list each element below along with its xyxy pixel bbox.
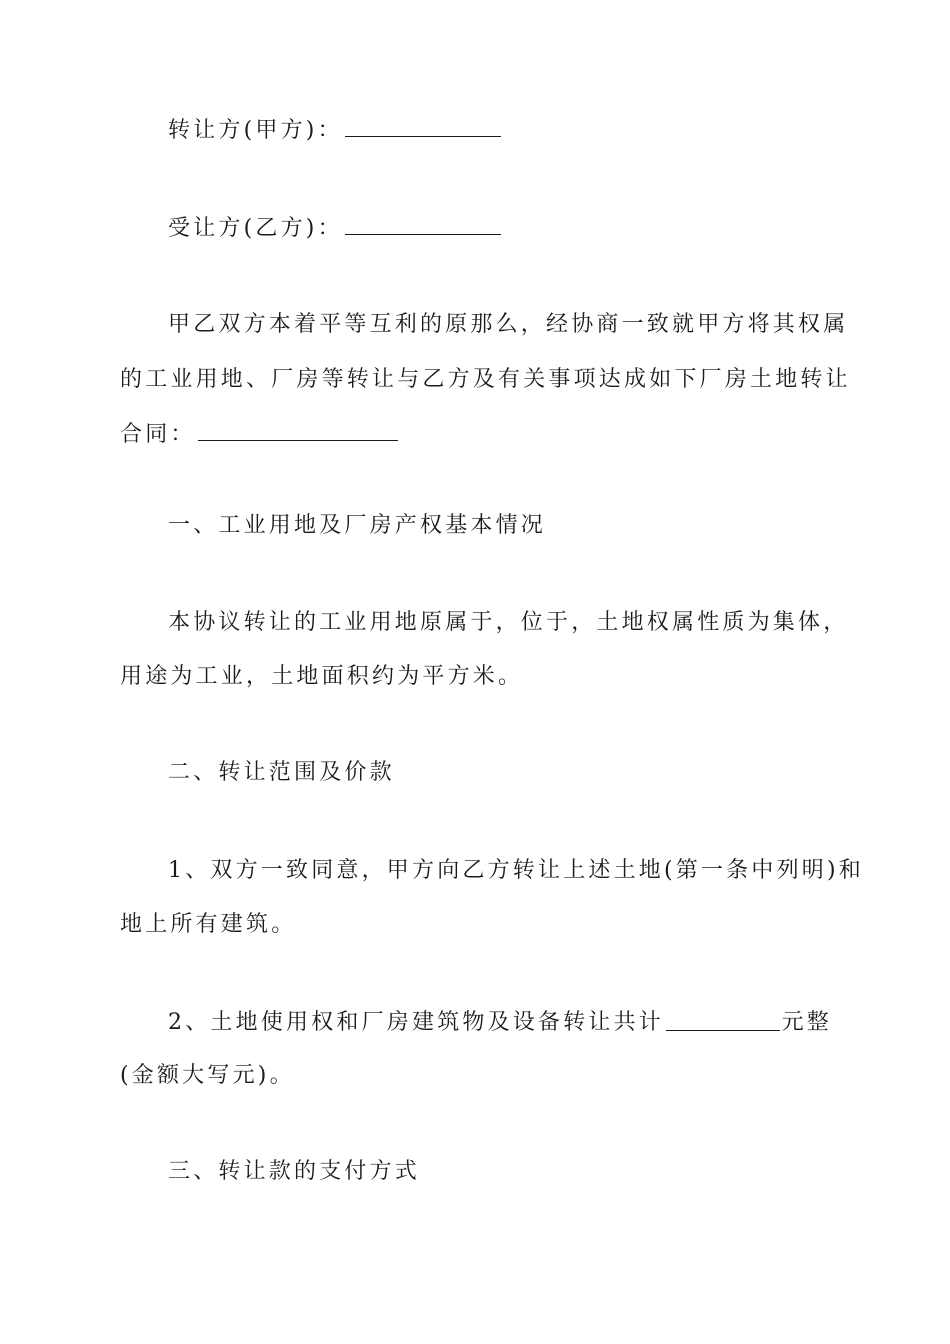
section-2-item-1-line-1: 1、双方一致同意，甲方向乙方转让上述土地(第一条中列明)和: [168, 858, 864, 883]
transferee-line: [168, 212, 832, 244]
section-2-item-2-line-1: [168, 1008, 832, 1038]
section-3-heading: 三、转让款的支付方式: [168, 1159, 421, 1184]
preamble-line-2: 的工业用地、厂房等转让与乙方及有关事项达成如下厂房土地转让: [120, 367, 851, 392]
section-1-para-line-1: 本协议转让的工业用地原属于，位于，土地权属性质为集体，: [168, 610, 849, 635]
transferee-label: 受让方(乙方)：: [168, 216, 343, 241]
contract-label: 合同：: [120, 422, 196, 447]
amount-blank: [666, 1008, 780, 1031]
preamble-line-3: [120, 418, 832, 450]
section-1-heading: 一、工业用地及厂房产权基本情况: [168, 513, 547, 538]
transferor-label: 转让方(甲方)：: [168, 118, 343, 143]
preamble-line-1: 甲乙双方本着平等互利的原那么，经协商一致就甲方将其权属: [168, 312, 849, 337]
section-2-item-1-line-2: 地上所有建筑。: [120, 912, 297, 937]
amount-text-after: 元整: [781, 1010, 832, 1035]
section-1-para-line-2: 用途为工业，土地面积约为平方米。: [120, 664, 524, 689]
contract-blank: [198, 418, 398, 441]
section-2-item-2-line-2: (金额大写元)。: [120, 1063, 295, 1088]
section-2-heading: 二、转让范围及价款: [168, 760, 395, 785]
transferee-blank: [345, 212, 501, 235]
transferor-line: [168, 114, 832, 146]
transferor-blank: [345, 114, 501, 137]
amount-text-before: 2、土地使用权和厂房建筑物及设备转让共计: [168, 1010, 664, 1035]
